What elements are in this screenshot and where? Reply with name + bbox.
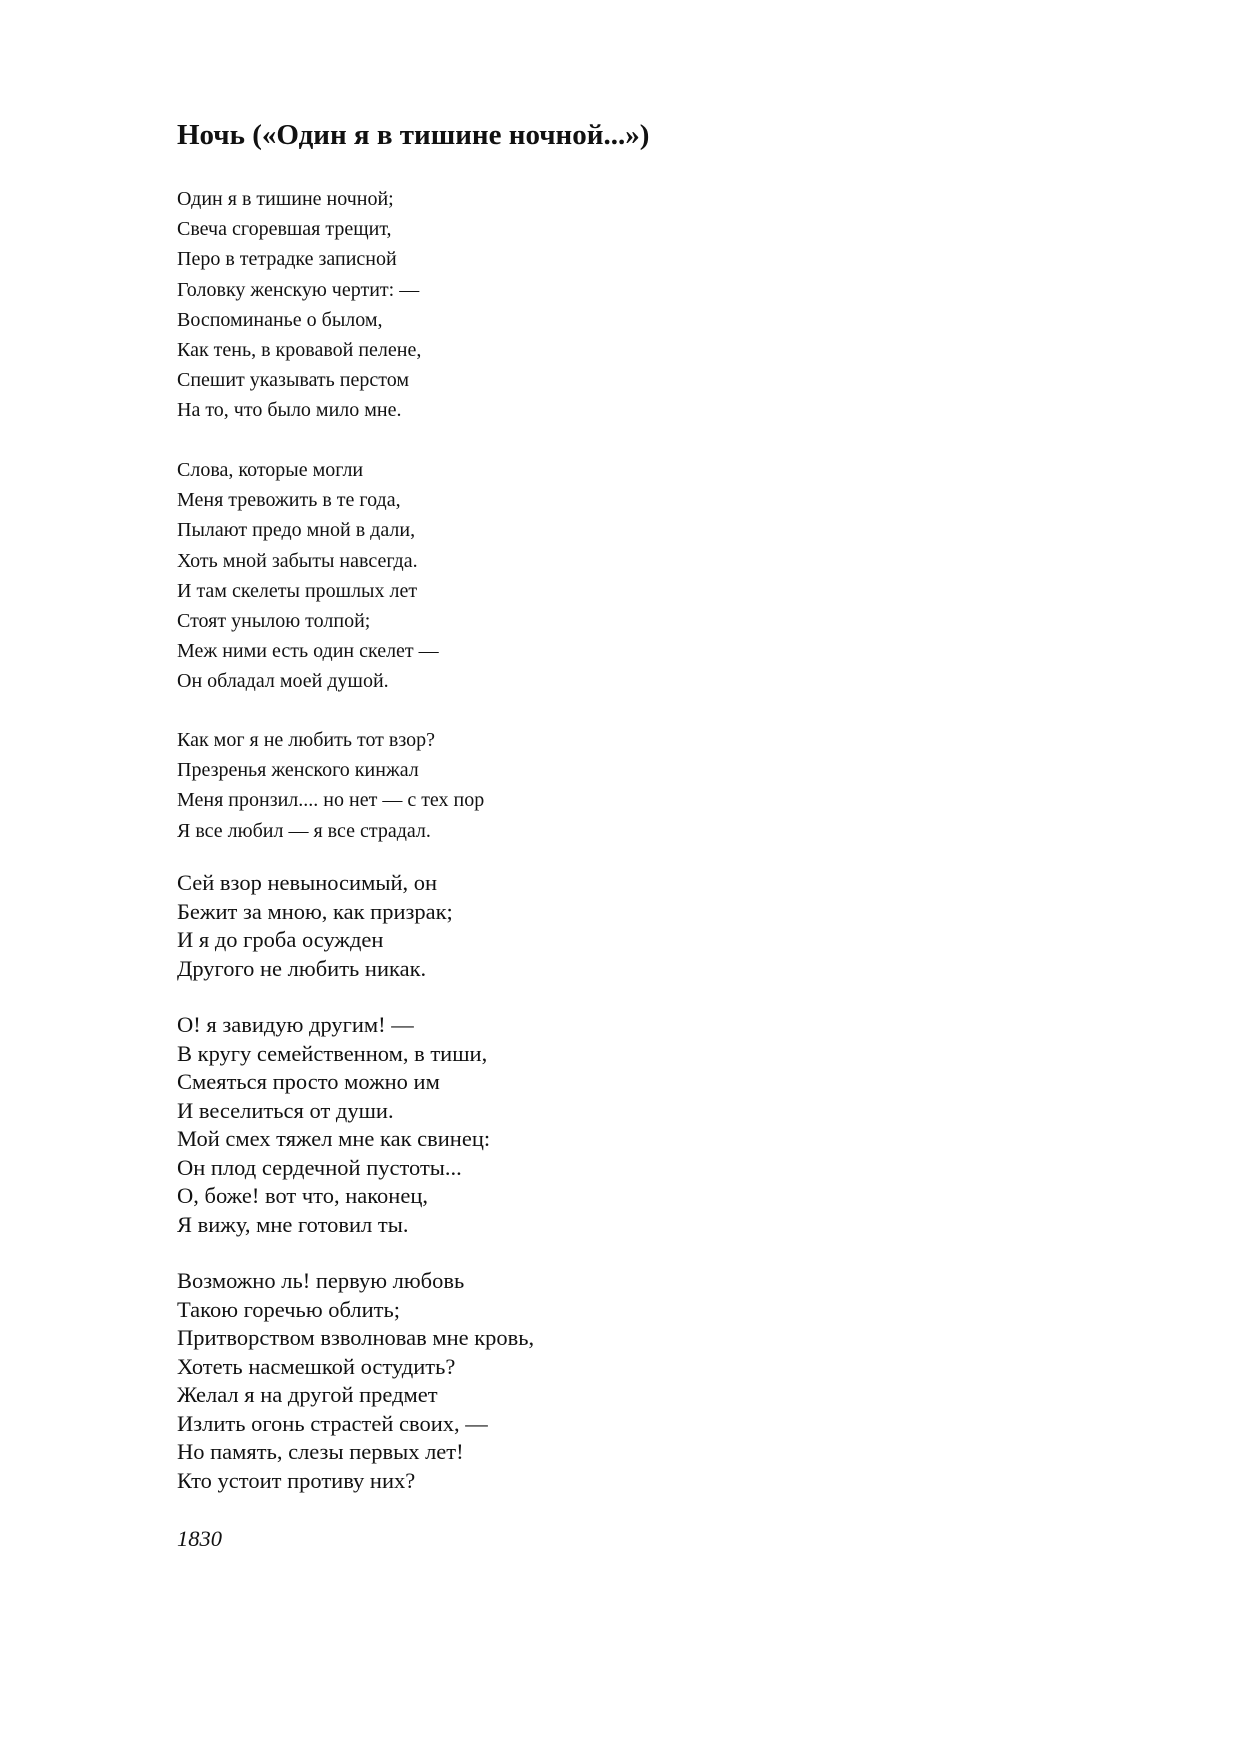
poem-line: Как тень, в кровавой пелене, — [177, 339, 422, 362]
poem-line: Пылают предо мной в дали, — [177, 519, 416, 542]
poem-line: Головку женскую чертит: — — [177, 278, 420, 301]
poem-line: И веселиться от души. — [177, 1097, 394, 1123]
poem-line: Один я в тишине ночной; — [177, 188, 394, 210]
poem-line: Он обладал моей душой. — [177, 670, 389, 693]
stanza-3 — [177, 725, 484, 846]
poem-line: Я вижу, мне готовил ты. — [177, 1211, 409, 1237]
poem-line: Бежит за мною, как призрак; — [177, 898, 453, 924]
poem-line: Кто устоит противу них? — [177, 1467, 416, 1493]
poem-line: Спешит указывать перстом — [177, 369, 410, 392]
poem-line: Смеяться просто можно им — [177, 1069, 440, 1094]
stanza-2 — [177, 455, 439, 697]
poem-line: Перо в тетрадке записной — [177, 248, 397, 271]
poem-line: Хотеть насмешкой остудить? — [177, 1353, 456, 1379]
poem-line: Другого не любить никак. — [177, 955, 427, 981]
poem-line: Желал я на другой предмет — [177, 1382, 438, 1407]
poem-line: Возможно ль! первую любовь — [177, 1268, 465, 1293]
poem-line: Слова, которые могли — [177, 459, 364, 481]
poem-line: Он плод сердечной пустоты... — [177, 1154, 462, 1180]
poem-line: Свеча сгоревшая трещит, — [177, 218, 392, 241]
poem-line: Как мог я не любить тот взор? — [177, 729, 436, 751]
poem-line: Хоть мной забыты навсегда. — [177, 549, 418, 572]
poem-title: Ночь («Один я в тишине ночной...») — [177, 119, 650, 151]
poem-line: Сей взор невыносимый, он — [177, 870, 438, 895]
poem-line: Стоят унылою толпой; — [177, 610, 371, 633]
poem-line: Презренья женского кинжал — [177, 759, 419, 782]
poem-line: В кругу семейственном, в тиши, — [177, 1040, 488, 1066]
poem-line: О! я завидую другим! — — [177, 1012, 414, 1037]
poem-date: 1830 — [177, 1526, 222, 1551]
poem-line: Притворством взволновав мне кровь, — [177, 1325, 535, 1350]
poem-line: Меж ними есть один скелет — — [177, 640, 439, 663]
stanza-5 — [177, 1011, 490, 1239]
poem-line: Излить огонь страстей своих, — — [177, 1410, 488, 1436]
poem-line: Меня пронзил.... но нет — с тех пор — [177, 789, 485, 812]
stanza-4 — [177, 869, 453, 983]
poem-line: Я все любил — я все страдал. — [177, 819, 431, 842]
poem-line: Но память, слезы первых лет! — [177, 1439, 464, 1464]
poem-line: Мой смех тяжел мне как свинец: — [177, 1126, 491, 1151]
poem-line: И там скелеты прошлых лет — [177, 579, 418, 602]
poem-line: Меня тревожить в те года, — [177, 489, 401, 512]
poem-line: На то, что было мило мне. — [177, 399, 402, 422]
poem-line: Воспоминанье о былом, — [177, 308, 383, 331]
poem-line: И я до гроба осужден — [177, 927, 384, 952]
stanza-6 — [177, 1267, 534, 1495]
poem-line: О, боже! вот что, наконец, — [177, 1183, 428, 1208]
poem-line: Такою горечью облить; — [177, 1296, 401, 1322]
stanza-1 — [177, 184, 421, 426]
